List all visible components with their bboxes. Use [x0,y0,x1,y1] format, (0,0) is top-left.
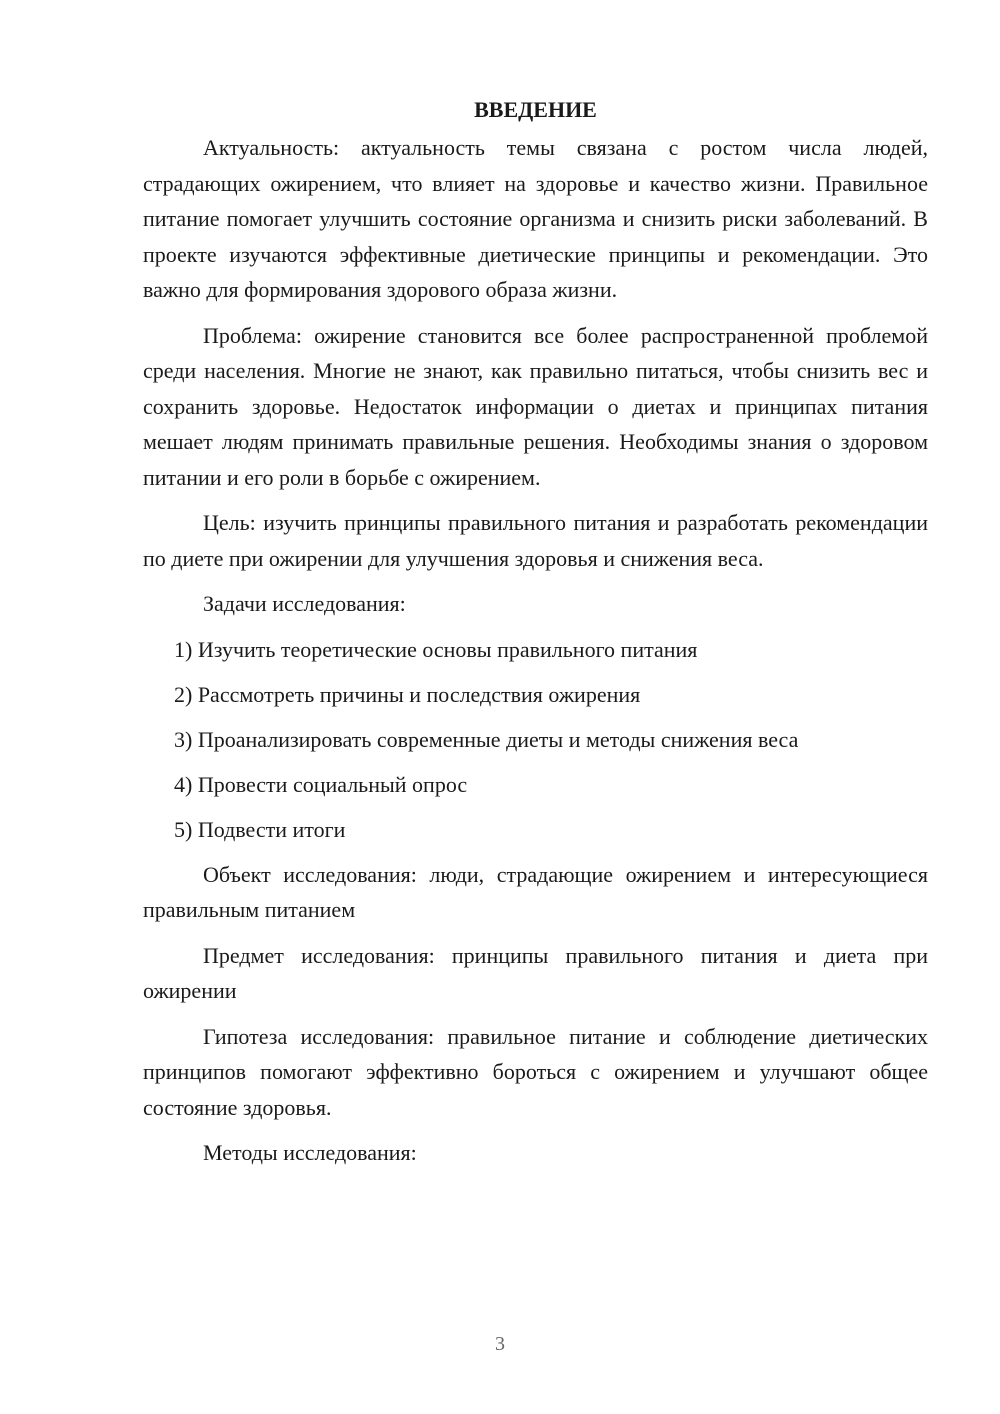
tasks-heading: Задачи исследования: [203,591,406,616]
task-item: 5) Подвести итоги [174,816,346,842]
tasks-list [143,632,928,848]
task-item: 4) Провести социальный опрос [174,771,468,797]
document-page [143,92,928,1181]
object-paragraph: Объект исследования: люди, страдающие ожирением и интересующиеся правильным питанием [143,861,928,922]
subject-paragraph: Предмет исследования: принципы правильного питания и диета при ожирении [143,942,928,1003]
page-number: 3 [495,1333,505,1355]
task-item: 3) Проанализировать современные диеты и методы снижения веса [174,726,799,752]
hypothesis-paragraph: Гипотеза исследования: правильное питание и соблюдение диетических принципов помогают эффективно бороться с ожирением и улучшают общее состояние здоровья. [143,1023,928,1120]
problem-paragraph: Проблема: ожирение становится все более распространенной проблемой среди населения. Многие не знают, как правильно питаться, чтобы снизить вес и сохранить здоровье. Недостаток информации о диетах и принципах питания мешает людям принимать правильные решения. Необходимы знания о здоровом питании и его роли в борьбе с ожирением. [143,322,928,490]
task-item: 1) Изучить теоретические основы правильного питания [174,636,698,662]
section-title: ВВЕДЕНИЕ [474,97,597,122]
goal-paragraph: Цель: изучить принципы правильного питания и разработать рекомендации по диете при ожирении для улучшения здоровья и снижения веса. [143,510,928,571]
relevance-paragraph: Актуальность: актуальность темы связана с ростом числа людей, страдающих ожирением, что влияет на здоровье и качество жизни. Правильное питание помогает улучшить состояние организма и снизить риски заболеваний. В проекте изучаются эффективные диетические принципы и рекомендации. Это важно для формирования здорового образа жизни. [143,135,928,302]
methods-heading: Методы исследования: [203,1140,417,1165]
task-item: 2) Рассмотреть причины и последствия ожирения [174,681,641,707]
